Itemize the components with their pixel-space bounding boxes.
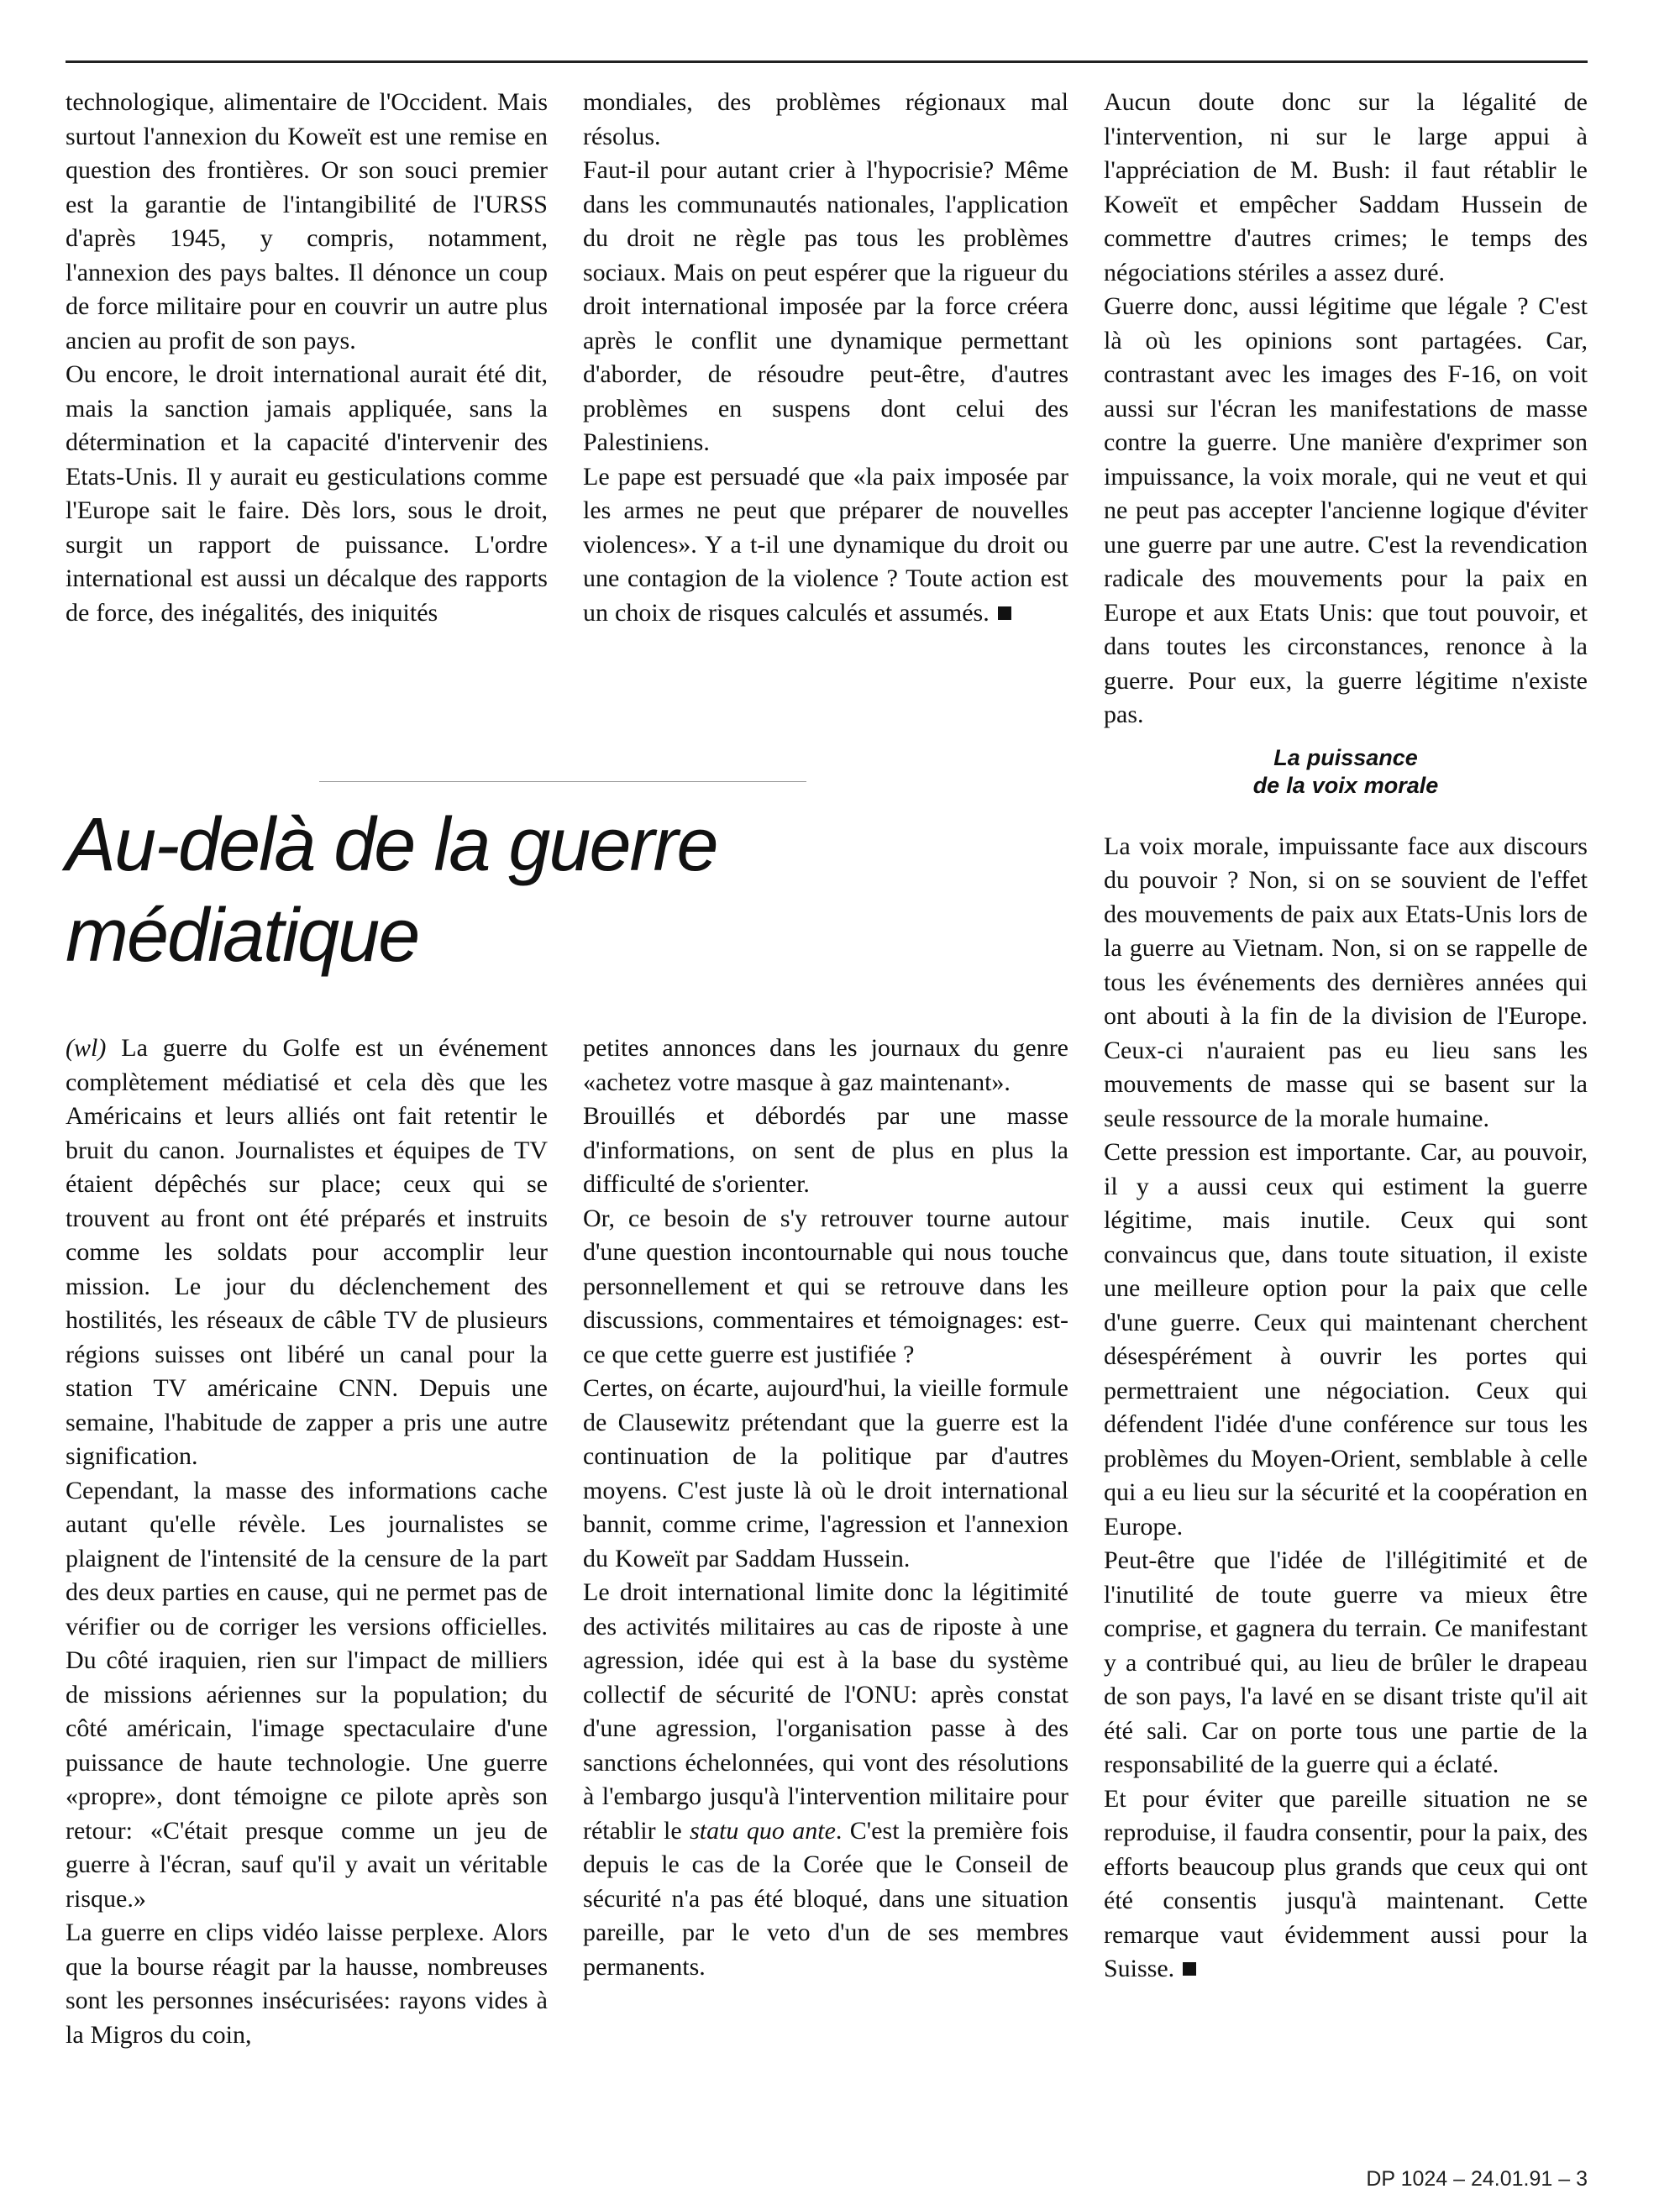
paragraph: Ou encore, le droit international aurait été dit, mais la sanction jamais appliquée, sans la détermination et la capacité d'intervenir des Etats-Unis. Il y aurait eu gesticulations comme l'Europe sait le faire. Dès lors, sous le droit, surgit un rapport de puissance. L'ordre international est aussi un décalque des rapports de force, des inégalités, des iniquités (66, 360, 548, 627)
paragraph-text: Le droit international limite donc la légitimité des activités militaires au cas de riposte à une agression, idée qui est à la base du système collectif de sécurité de l'ONU: après constat d'une agression, l'organisation passe à des sanctions échelonnées, qui vont des résolutions à l'embargo jusqu'à l'intervention militaire pour rétablir le (583, 1578, 1068, 1845)
paragraph: Cette pression est importante. Car, au pouvoir, il y a aussi ceux qui estiment la guerre légitime, mais inutile. Ceux qui sont convaincus que, dans toute situation, il existe une meilleure option pour la paix que celle d'une guerre. Ceux qui maintenant cherchent désespérément à ouvrir les portes qui permettraient une négociation. Ceux qui défendent l'idée d'une conférence sur tous les problèmes du Moyen-Orient, semblable à celle qui a eu lieu sur la sécurité et la coopération en Europe. (1104, 1138, 1588, 1541)
paragraph (583, 460, 1068, 631)
headline-line: médiatique (66, 894, 419, 978)
paragraph: petites annonces dans les journaux du genre «achetez votre masque à gaz maintenant». (583, 1034, 1068, 1096)
paragraph-text: La guerre du Golfe est un événement complètement médiatisé et cela dès que les Américains et leurs alliés ont fait retentir le bruit du canon. Journalistes et équipes de TV étaient dépêchés sur place; ceux qui se trouvent au front ont été préparés et instruits comme les soldats pour accomplir leur mission. Le jour du déclenchement des hostilités, les réseaux de câble TV de plusieurs régions suisses ont libéré un canal pour la station TV américaine CNN. Depuis une semaine, l'habitude de zapper a pris une autre signification. (66, 1034, 548, 1470)
paragraph: technologique, alimentaire de l'Occident. Mais surtout l'annexion du Koweït est une remise en question des frontières. Or son souci premier est la garantie de l'intangibilité de l'URSS d'après 1945, y compris, notamment, l'annexion des pays baltes. Il dénonce un coup de force militaire pour en couvrir un autre plus ancien au profit de son pays. (66, 88, 548, 354)
subheading-line: de la voix morale (1252, 772, 1439, 798)
paragraph: Faut-il pour autant crier à l'hypocrisie? Même dans les communautés nationales, l'application du droit ne règle pas tous les problèmes sociaux. Mais on peut espérer que la rigueur du droit international imposée par la force créera après le conflit une dynamique permettant d'aborder, de résoudre peut-être, d'autres problèmes en suspens dont celui des Palestiniens. (583, 156, 1068, 456)
paragraph (66, 1032, 548, 1474)
separator-rule (319, 781, 806, 782)
byline: (wl) (66, 1034, 107, 1062)
article-headline (66, 800, 1074, 981)
page-folio: DP 1024 – 24.01.91 – 3 (1366, 2167, 1588, 2191)
article-2-column-1 (66, 1032, 548, 2052)
paragraph-text: Et pour éviter que pareille situation ne se reproduise, il faudra consentir, pour la paix, des efforts beaucoup plus grands que ceux qui ont été consentis jusqu'à maintenant. Cette remarque vaut évidemment aussi pour la Suisse. (1104, 1784, 1588, 1982)
paragraph: mondiales, des problèmes régionaux mal résolus. (583, 88, 1068, 150)
article-1-column-2 (583, 86, 1068, 630)
paragraph (583, 1576, 1068, 1984)
paragraph: Guerre donc, aussi légitime que légale ? C'est là où les opinions sont partagées. Car, contrastant avec les images des F-16, on voit aussi sur l'écran les manifestations de masse contre la guerre. Une manière d'exprimer son impuissance, la voix morale, qui ne veut et qui ne peut pas accepter l'ancienne logique d'éviter une guerre par une autre. C'est la revendication radicale des mouvements pour la paix en Europe et aux Etats Unis: que tout pouvoir, et dans toutes les circonstances, renonce à la guerre. Pour eux, la guerre légitime n'existe pas. (1104, 292, 1588, 728)
section-subheading (1104, 744, 1588, 800)
top-rule (66, 60, 1588, 63)
paragraph: La guerre en clips vidéo laisse perplexe. Alors que la bourse réagit par la hausse, nombreuses sont les personnes insécurisées: rayons vides à la Migros du coin, (66, 1919, 548, 2049)
paragraph: Peut-être que l'idée de l'illégitimité et de l'inutilité de toute guerre va mieux être comprise, et gagnera du terrain. Ce manifestant y a contribué qui, au lieu de brûler le drapeau de son pays, l'a lavé en se disant triste qu'il ait été sali. Car on porte tous une partie de la responsabilité de la guerre qui a éclaté. (1104, 1546, 1588, 1778)
subheading-line: La puissance (1273, 744, 1418, 770)
paragraph-text: . C'est la première fois depuis le cas de la Corée que le Conseil de sécurité n'a pas été bloqué, dans une situation pareille, par le veto d'un de ses membres permanents. (583, 1816, 1068, 1981)
end-mark-icon (998, 606, 1011, 620)
paragraph-text: Le pape est persuadé que «la paix imposée par les armes ne peut que préparer de nouvelles violences». Y a t-il une dynamique du droit ou une contagion de la violence ? Toute action est un choix de risques calculés et assumés. (583, 462, 1068, 627)
paragraph: Certes, on écarte, aujourd'hui, la vieille formule de Clausewitz prétendant que la guerre est la continuation de la politique par d'autres moyens. C'est juste là où le droit international bannit, comme crime, l'agression et l'annexion du Koweït par Saddam Hussein. (583, 1374, 1068, 1572)
article-1-column-3 (1104, 86, 1588, 1987)
paragraph: Cependant, la masse des informations cache autant qu'elle révèle. Les journalistes se plaignent de l'intensité de la censure de la part des deux parties en cause, qui ne permet pas de vérifier ou de corriger les versions officielles. Du côté iraquien, rien sur l'impact de milliers de missions aériennes sur la population; du côté américain, l'image spectaculaire d'une puissance de haute technologie. Une guerre «propre», dont témoigne ce pilote après son retour: «C'était presque comme un jeu de guerre à l'écran, sauf qu'il y avait un véritable risque.» (66, 1476, 548, 1913)
end-mark-icon (1183, 1962, 1196, 1976)
italic-phrase: statu quo ante (690, 1816, 836, 1845)
paragraph: La voix morale, impuissante face aux discours du pouvoir ? Non, si on se souvient de l'effet des mouvements de paix aux Etats-Unis lors de la guerre au Vietnam. Non, si on se rappelle de tous les événements des dernières années qui ont abouti à la fin de la division de l'Europe. Ceux-ci n'auraient pas eu lieu sans les mouvements de masse qui se basent sur la seule ressource de la morale humaine. (1104, 832, 1588, 1132)
paragraph (1104, 1782, 1588, 1987)
article-1-column-1 (66, 86, 548, 630)
headline-line: Au-delà de la guerre (66, 803, 717, 887)
article-2-column-2 (583, 1032, 1068, 1984)
paragraph: Aucun doute donc sur la légalité de l'intervention, ni sur le large appui à l'appréciation de M. Bush: il faut rétablir le Koweït et empêcher Saddam Hussein de commettre d'autres crimes; le temps des négociations stériles a assez duré. (1104, 88, 1588, 286)
paragraph: Brouillés et débordés par une masse d'informations, on sent de plus en plus la difficulté de s'orienter. (583, 1102, 1068, 1198)
paragraph: Or, ce besoin de s'y retrouver tourne autour d'une question incontournable qui nous touche personnellement et qui se retrouve dans les discussions, commentaires et témoignages: est-ce que cette guerre est justifiée ? (583, 1204, 1068, 1368)
